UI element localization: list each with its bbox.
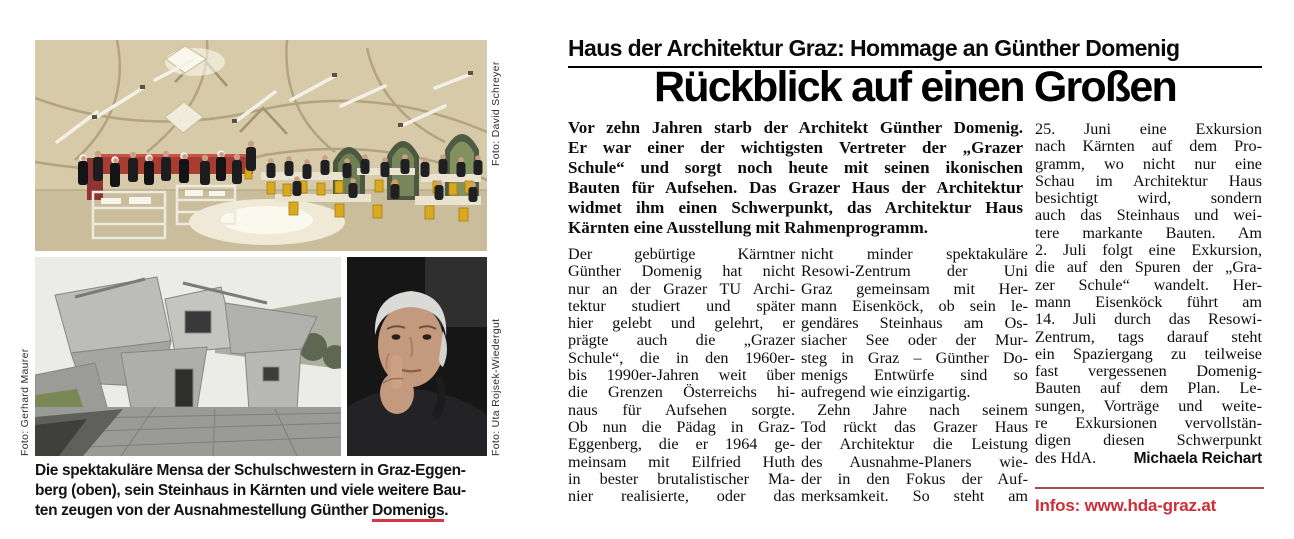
text-line: fast vergessenen Domenig- [1035,362,1262,381]
text-line: nicht minder spektakuläre [801,245,1028,263]
text-line: merksamkeit. So steht am [801,487,1028,506]
caption-line: berg (oben), sein Steinhaus in Kärnten und viele weitere Bau- [35,482,466,499]
text-line: Tod rückt das Grazer Haus [801,417,1028,436]
text-line: der in den Fokus der Auf- [801,469,1028,488]
text-line: Der gebürtige Kärntner [568,245,795,263]
text-line: bis 1990er-Jahren weit über [568,366,795,385]
photo-mensa-interior [35,40,487,251]
text-line: menigs Entwürfe sind so [801,366,1028,385]
text-line: hier gelebt und gelehrt, er [568,314,795,333]
text-line: tere markante Bauten. Am [1035,223,1262,242]
text-line: Er war einer der wichtigsten Vertreter der „Grazer [568,137,1023,157]
text-line: 2. Juli folgt eine Exkursion, [1035,241,1262,260]
text-line: mann Eisenköck, ob sein le- [801,296,1028,315]
text-line: Bauten für Aufsehen. Das Grazer Haus der Architektur [568,177,1023,197]
text-line: zer Schule“ wandelt. Her- [1035,275,1262,294]
photo-credit: Foto: Uta Rojsek-Wiedergut [490,318,502,456]
text-line: re Exkursionen vervollstän- [1035,414,1262,433]
text-line: Eggenberg, die er 1964 ge- [568,435,795,454]
text-line: Resowi-Zentrum der Uni [801,262,1028,281]
closing-text: des HdA. [1035,449,1097,467]
caption-line: Die spektakuläre Mensa der Schulschwestern in Graz-Eggen- [35,462,466,479]
body-column-2 [801,246,1028,505]
body-column-3 [1035,121,1262,450]
text-line: meinsam mit Eilfried Huth [568,452,795,471]
text-line: tektur studiert und später [568,296,795,315]
text-line: widmet ihm einen Schwerpunkt, das Architektur Haus [568,197,1023,217]
text-line: 14. Juli durch das Resowi- [1035,310,1262,329]
text-line: ein Spaziergang zu teilweise [1035,344,1262,363]
text-line: in bester brutalistischer Ma- [568,469,795,488]
text-line: gramm, wo nicht nur eine [1035,154,1262,173]
text-line: Zentrum, tags darauf steht [1035,327,1262,346]
photo-steinhaus [35,257,341,456]
text-line: Schau im Architektur Haus [1035,171,1262,190]
body-column-1 [568,246,795,505]
text-line: 25. Juni eine Exkursion [1035,120,1262,138]
text-line: nach Kärnten auf dem Pro- [1035,137,1262,156]
text-line: naus für Aufsehen sorgte. [568,400,795,419]
photo-credit: Foto: Gerhard Maurer [19,348,31,456]
lead-paragraph [568,118,1023,237]
headline: Rückblick auf einen Großen [654,63,1176,111]
info-box-rule [1035,487,1264,489]
info-url: Infos: www.hda-graz.at [1035,496,1217,515]
caption-line: ten zeugen von der Ausnahmestellung Günther Domenigs. [35,501,515,521]
text-line: nier realisierte, oder das [568,487,795,506]
photo-credit: Foto: David Schreyer [490,61,502,166]
text-line: Schule“ und sorgt noch heute mit seinen ikonischen [568,157,1023,177]
text-line: Vor zehn Jahren starb der Architekt Günther Domenig. [568,118,1023,137]
text-line: siacher See oder der Mur- [801,331,1028,350]
text-line: steg in Graz – Günther Do- [801,348,1028,367]
text-line: der Architektur die Leistung [801,435,1028,454]
article-closing-line [1035,449,1262,468]
text-line: Günther Domenig hat nicht [568,262,795,281]
underlined-word: Domenigs [372,502,444,522]
text-line: nur an der Grazer TU Archi- [568,279,795,298]
text-line: auch das Steinhaus und wei- [1035,206,1262,225]
text-line: des Ausnahme-Planers wie- [801,452,1028,471]
text-line: die Grenzen Österreichs hi- [568,383,795,402]
text-line: Kärnten eine Ausstellung mit Rahmenprogramm. [568,217,928,237]
kicker: Haus der Architektur Graz: Hommage an Günther Domenig [568,35,1262,68]
text-line: aufregend wie einzigartig. [801,383,971,402]
photo-domenig-portrait [347,257,487,456]
text-line: Graz gemeinsam mit Her- [801,279,1028,298]
photo-caption [35,461,515,521]
text-line: Bauten auf dem Plan. Le- [1035,379,1262,398]
text-line: besichtigt wird, sondern [1035,189,1262,208]
text-line: die auf den Spuren der „Gra- [1035,258,1262,277]
text-line: sungen, Vorträge und weite- [1035,396,1262,415]
text-line: digen diesen Schwerpunkt [1035,431,1262,450]
author-byline: Michaela Reichart [1133,450,1262,467]
text-line: gendäres Steinhaus am Os- [801,314,1028,333]
text-line: Zehn Jahre nach seinem [801,400,1028,419]
text-line: prägte auch die „Grazer [568,331,795,350]
text-line: Schule“, die in den 1960er- [568,348,795,367]
text-line: mann Eisenköck führt am [1035,292,1262,311]
text-line: Ob nun die Pädag in Graz- [568,417,795,436]
